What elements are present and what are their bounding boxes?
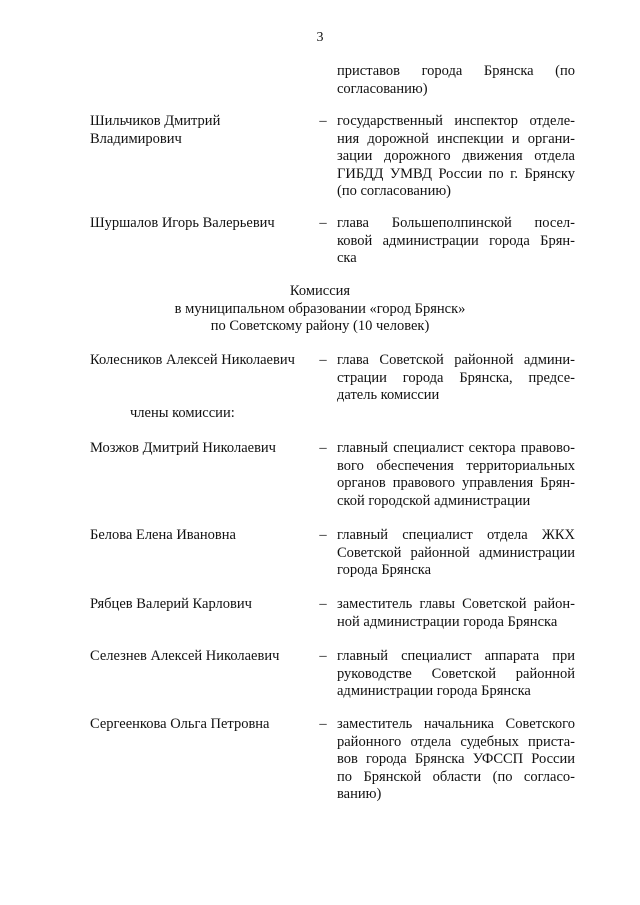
heading-line: по Советскому району (10 человек): [210, 318, 430, 334]
desc-line: районного отдела судебных приста-: [337, 733, 575, 750]
desc-line: заместитель главы Советской район-: [337, 596, 575, 612]
desc-line: ска: [337, 250, 357, 266]
member-name: [90, 352, 330, 370]
dash: –: [319, 113, 327, 129]
desc-line: города Брянска: [337, 562, 432, 578]
continued-description: [337, 63, 575, 98]
dash: –: [319, 596, 327, 612]
dash: –: [319, 352, 327, 368]
desc-line: приставов города Брянска (по: [337, 63, 575, 79]
member-role: [337, 440, 575, 510]
desc-line: органов правового управления Брян-: [337, 475, 575, 491]
member-role: [337, 596, 575, 631]
desc-line: по Брянской области (по согласо-: [337, 768, 575, 785]
dash: –: [319, 716, 327, 732]
name-line: Белова Елена Ивановна: [90, 527, 236, 543]
desc-line: ной администрации города Брянска: [337, 613, 558, 630]
desc-line: вов города Брянска УФССП России: [337, 751, 575, 767]
name-line: Владимирович: [90, 130, 182, 147]
desc-line: глава Советской районной админи-: [337, 352, 575, 368]
desc-line: государственный инспектор отделе-: [337, 113, 575, 129]
member-name: [90, 440, 315, 458]
desc-line: ской городской администрации: [337, 492, 531, 509]
desc-line: вого обеспечения территориальных: [337, 457, 575, 474]
desc-line: ковой администрации города Брян-: [337, 232, 575, 249]
commission-heading: [0, 283, 640, 336]
desc-line: главный специалист отдела ЖКХ: [337, 527, 575, 543]
dash: –: [319, 440, 327, 456]
name-line: Шильчиков Дмитрий: [90, 113, 221, 129]
dash: –: [319, 215, 327, 231]
name-line: Колесников Алексей Николаевич: [90, 352, 295, 368]
dash: –: [319, 527, 327, 543]
desc-line: Советской районной администрации: [337, 544, 575, 561]
desc-line: зации дорожного движения отдела: [337, 148, 575, 164]
member-role: [337, 215, 575, 268]
member-name: [90, 716, 315, 734]
member-role: [337, 648, 575, 701]
name-line: Шуршалов Игорь Валерьевич: [90, 215, 275, 231]
desc-line: ванию): [337, 786, 382, 802]
desc-line: (по согласованию): [337, 183, 451, 199]
member-name: [90, 648, 315, 666]
desc-line: заместитель начальника Советского: [337, 716, 575, 732]
member-name: [90, 596, 315, 614]
desc-line: ния дорожной инспекции и органи-: [337, 130, 575, 147]
member-name: [90, 215, 315, 233]
desc-line: глава Большеполпинской посел-: [337, 215, 575, 231]
desc-line: страции города Брянска, предсе-: [337, 369, 575, 386]
desc-line: датель комиссии: [337, 387, 440, 403]
member-role: [337, 527, 575, 580]
name-line: Селезнев Алексей Николаевич: [90, 648, 280, 664]
desc-line: руководстве Советской районной: [337, 665, 575, 682]
dash: –: [319, 648, 327, 664]
member-role: [337, 716, 575, 804]
desc-line: главный специалист сектора правово-: [337, 440, 575, 456]
heading-line: Комиссия: [289, 283, 351, 299]
desc-line: администрации города Брянска: [337, 683, 531, 699]
members-label: члены комиссии:: [130, 405, 235, 421]
name-line: Мозжов Дмитрий Николаевич: [90, 440, 276, 456]
page-number: 3: [316, 30, 324, 45]
member-name: [90, 113, 315, 148]
name-line: Рябцев Валерий Карлович: [90, 596, 252, 612]
desc-line: согласованию): [337, 80, 428, 97]
desc-line: ГИБДД УМВД России по г. Брянску: [337, 165, 575, 182]
member-role: [337, 352, 575, 405]
member-role: [337, 113, 575, 201]
desc-line: главный специалист аппарата при: [337, 648, 575, 664]
heading-line: в муниципальном образовании «город Брянск»: [174, 300, 466, 317]
member-name: [90, 527, 315, 545]
name-line: Сергеенкова Ольга Петровна: [90, 716, 270, 732]
